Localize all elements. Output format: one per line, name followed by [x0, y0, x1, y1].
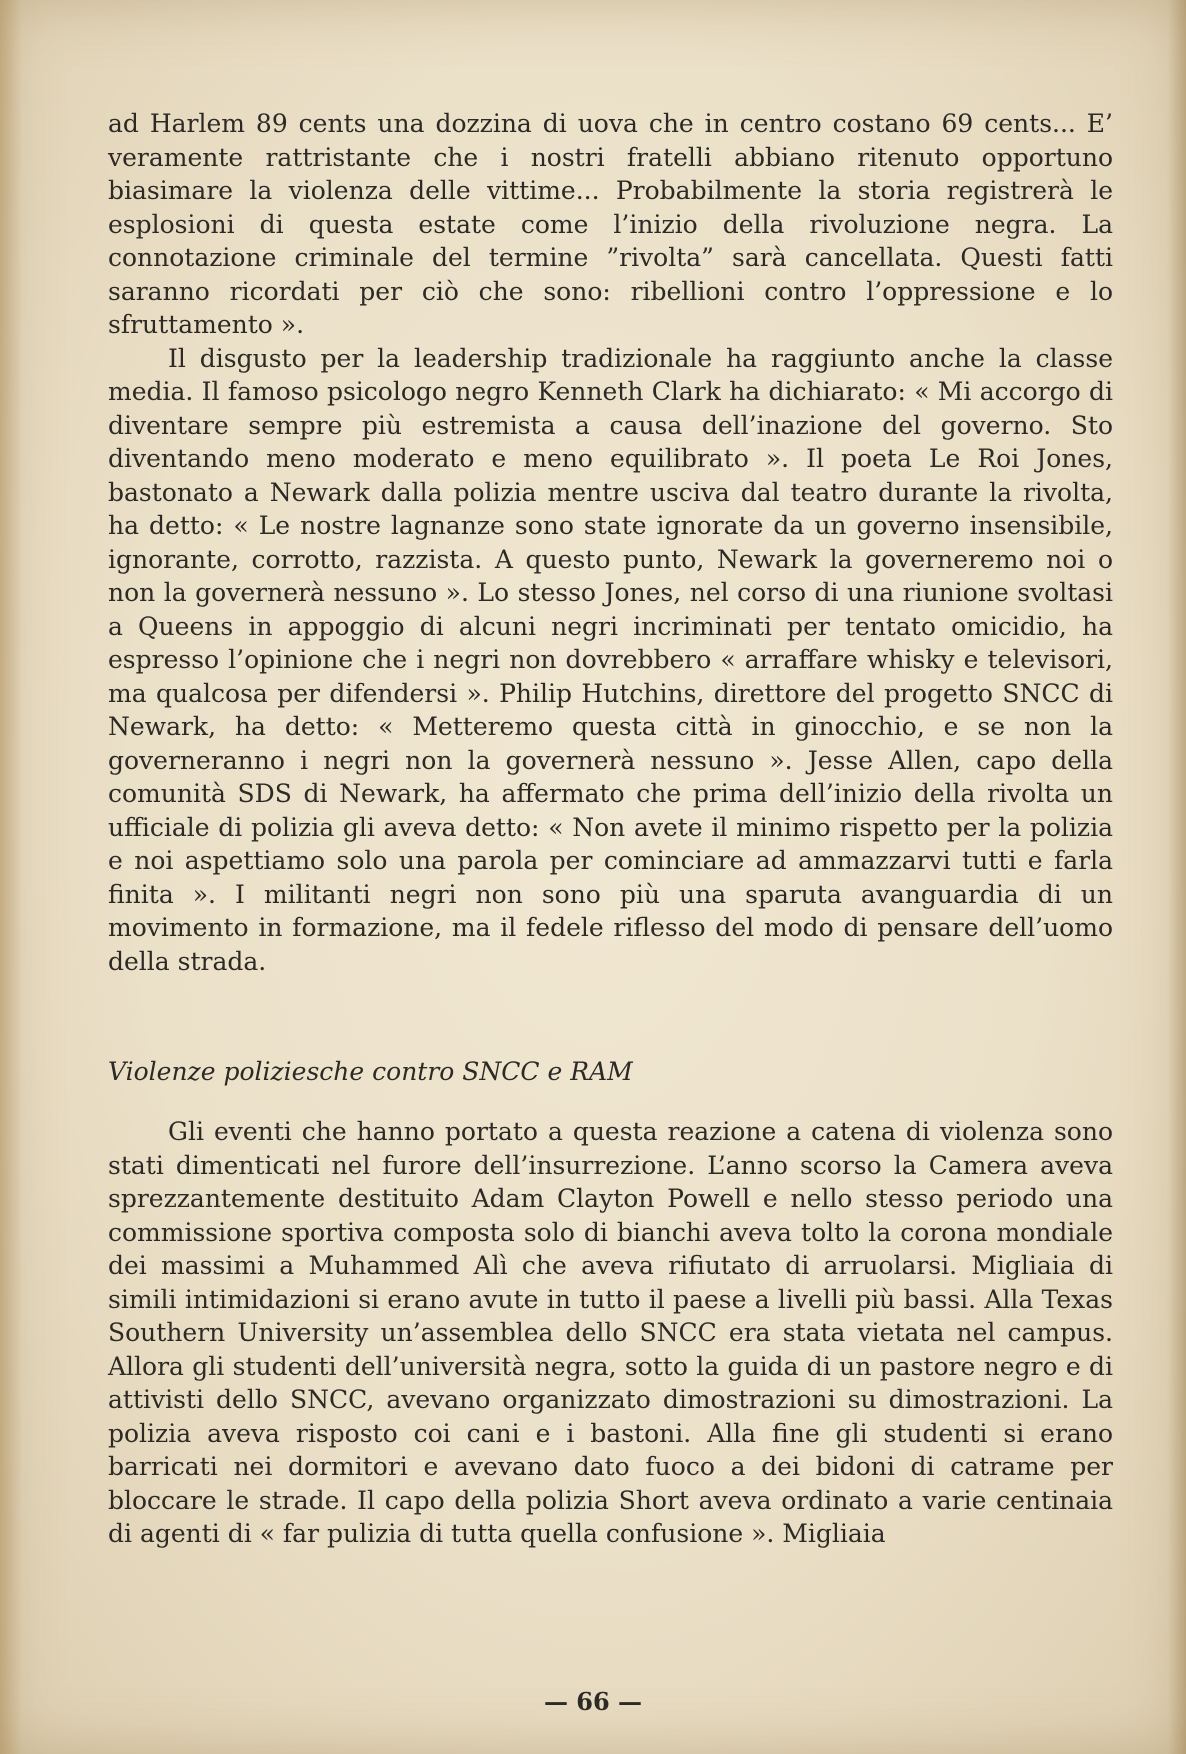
page-number: — 66 —	[543, 1687, 643, 1716]
body-text-bottom	[108, 1115, 1113, 1551]
body-text-top	[108, 107, 1113, 978]
paragraph-continuation: ad Harlem 89 cents una dozzina di uova che in centro costano 69 cents... E’ veramente rattristante che i nostri fratelli abbiano ritenuto opportuno biasimare la violenza delle vittime... Probabilmente la storia registrerà le esplosioni di questa estate come l’inizio della rivoluzione negra. La connotazione criminale del termine ”rivolta” sarà cancellata. Questi fatti saranno ricordati per ciò che sono: ribellioni contro l’oppressione e lo sfruttamento ».	[108, 109, 1113, 339]
paragraph-leadership: Il disgusto per la leadership tradizionale ha raggiunto anche la classe media. Il famoso psicologo negro Kenneth Clark ha dichiarato: « Mi accorgo di diventare sempre più estremista a causa dell’inazione del governo. Sto diventando meno moderato e meno equilibrato ». Il poeta Le Roi Jones, bastonato a Newark dalla polizia mentre usciva dal teatro durante la rivolta, ha detto: « Le nostre lagnanze sono state ignorate da un governo insensibile, ignorante, corrotto, razzista. A questo punto, Newark la governeremo noi o non la governerà nessuno ». Lo stesso Jones, nel corso di una riunione svoltasi a Queens in appoggio di alcuni negri incriminati per tentato omicidio, ha espresso l’opinione che i negri non dovrebbero « arraffare whisky e televisori, ma qualcosa per difendersi ». Philip Hutchins, direttore del progetto SNCC di Newark, ha detto: « Metteremo questa città in ginocchio, e se non la governeranno i negri non la governerà nessuno ». Jesse Allen, capo della comunità SDS di Newark, ha affermato che prima dell’inizio della rivolta un ufficiale di polizia gli aveva detto: « Non avete il minimo rispetto per la polizia e noi aspettiamo solo una parola per cominciare ad ammazzarvi tutti e farla finita ». I militanti negri non sono più una sparuta avanguardia di un movimento in formazione, ma il fedele riflesso del modo di pensare dell’uomo della strada.	[108, 343, 1113, 976]
section-heading: Violenze poliziesche contro SNCC e RAM	[108, 1057, 633, 1086]
paragraph-events: Gli eventi che hanno portato a questa reazione a catena di violenza sono stati dimenticati nel furore dell’insurrezione. L’anno scorso la Camera aveva sprezzantemente destituito Adam Clayton Powell e nello stesso periodo una commissione sportiva composta solo di bianchi aveva tolto la corona mondiale dei massimi a Muhammed Alì che aveva rifiutato di arruolarsi. Migliaia di simili intimidazioni si erano avute in tutto il paese a livelli più bassi. Alla Texas Southern University un’assemblea dello SNCC era stata vietata nel campus. Allora gli studenti dell’università negra, sotto la guida di un pastore negro e di attivisti dello SNCC, avevano organizzato dimostrazioni su dimostrazioni. La polizia aveva risposto coi cani e i bastoni. Alla fine gli studenti si erano barricati nei dormitori e avevano dato fuoco a dei bidoni di catrame per bloccare le strade. Il capo della polizia Short aveva ordinato a varie centinaia di agenti di « far pulizia di tutta quella confusione ». Migliaia	[108, 1117, 1113, 1548]
